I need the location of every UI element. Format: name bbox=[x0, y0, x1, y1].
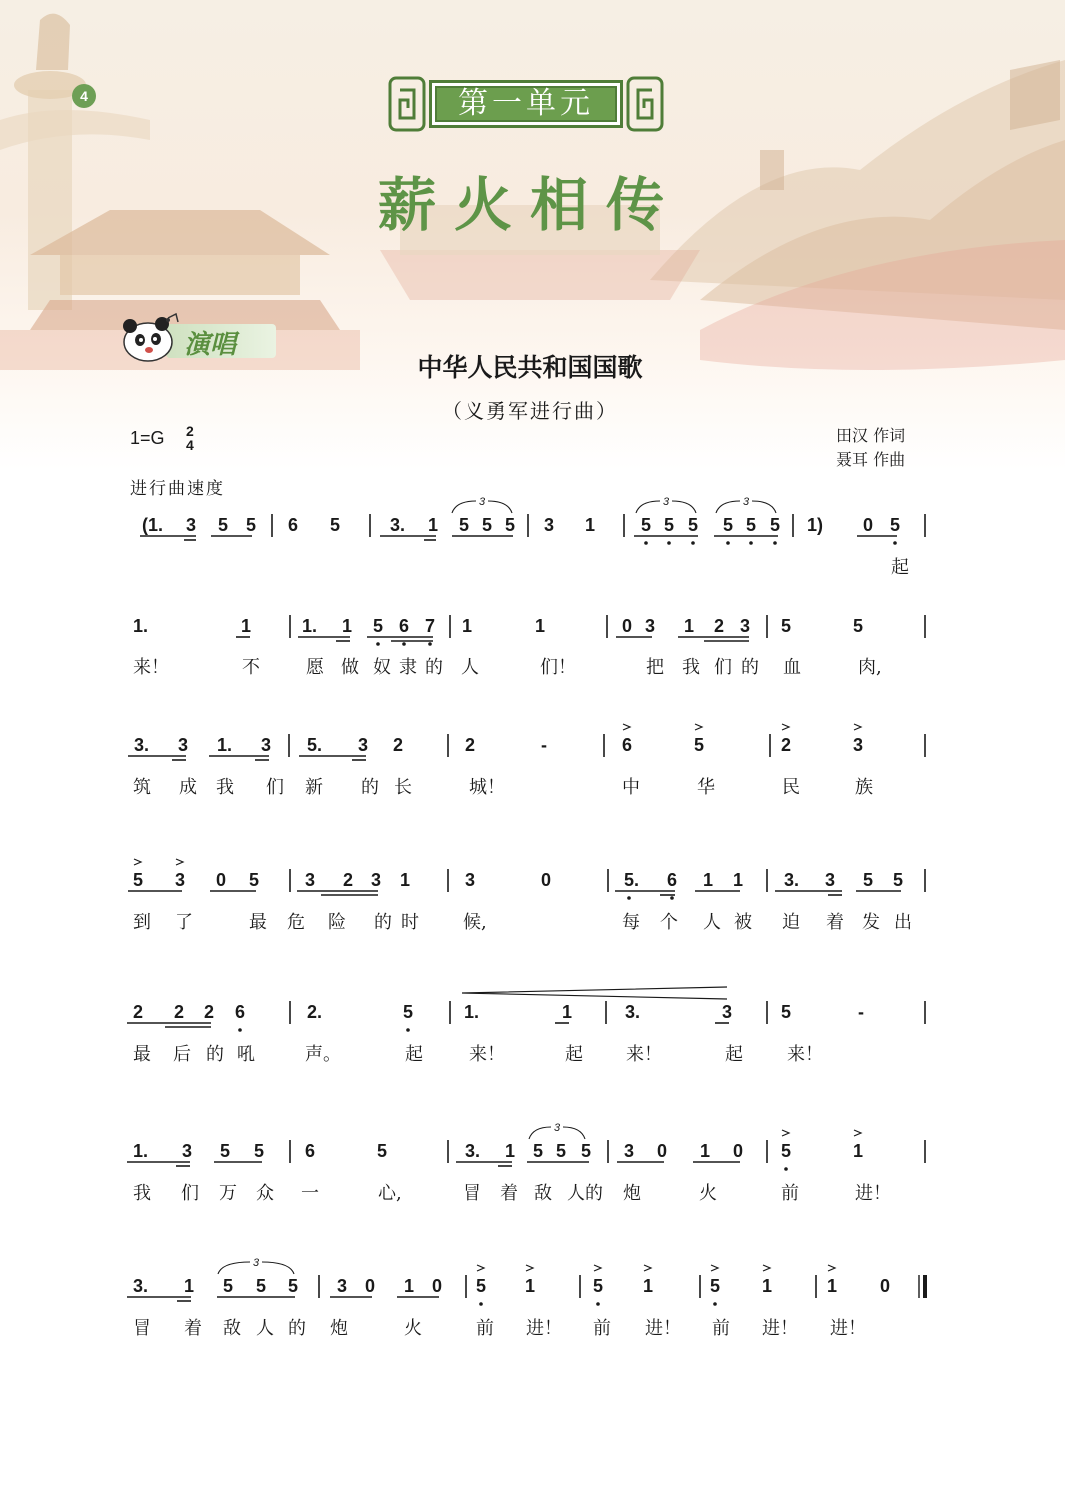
note: 2 bbox=[781, 735, 792, 755]
lyric-syllable: 我 bbox=[133, 1183, 151, 1204]
note: 3 bbox=[186, 515, 197, 535]
low-octave-dot bbox=[644, 541, 648, 545]
lyric-syllable: 迫 bbox=[782, 912, 800, 933]
low-octave-dot bbox=[596, 1302, 600, 1306]
note: 3 bbox=[178, 735, 189, 755]
note: 5 bbox=[723, 515, 734, 535]
note: 3. bbox=[133, 1276, 149, 1296]
note: 5 bbox=[482, 515, 493, 535]
accent-mark bbox=[176, 859, 183, 865]
note: 1 bbox=[342, 616, 353, 636]
lyric-syllable: 危 bbox=[287, 912, 305, 933]
note: 5 bbox=[781, 1002, 792, 1022]
lyric-syllable: 前 bbox=[781, 1183, 799, 1204]
lyric-syllable: 出 bbox=[894, 912, 912, 933]
note: 2 bbox=[465, 735, 476, 755]
lyric-syllable: 人 bbox=[703, 912, 721, 933]
lyric-syllable: 们 bbox=[714, 657, 732, 678]
note: 5 bbox=[781, 616, 792, 636]
note: 3. bbox=[390, 515, 406, 535]
note: 3. bbox=[625, 1002, 641, 1022]
note: 3 bbox=[337, 1276, 348, 1296]
lyric-syllable: 奴 bbox=[373, 657, 391, 678]
lyric-syllable: 冒 bbox=[133, 1318, 151, 1339]
note: 1. bbox=[464, 1002, 480, 1022]
note: 1) bbox=[807, 515, 824, 535]
unit-label: 第一单元 bbox=[458, 86, 594, 121]
note: 1 bbox=[462, 616, 473, 636]
lyric-syllable: 肉, bbox=[858, 657, 882, 678]
note: 1 bbox=[684, 616, 695, 636]
lyric-syllable: 险 bbox=[328, 912, 346, 933]
low-octave-dot bbox=[406, 1028, 410, 1032]
lyric-syllable: 来！ bbox=[626, 1044, 662, 1065]
lyric-syllable: 时 bbox=[401, 912, 419, 933]
lyric-syllable: 着 bbox=[500, 1183, 518, 1204]
lyric-syllable: 前 bbox=[593, 1318, 611, 1339]
lyric-syllable: 们！ bbox=[540, 657, 576, 678]
lyric-syllable: 一 bbox=[301, 1183, 319, 1204]
note: 5 bbox=[218, 515, 229, 535]
note: 5 bbox=[533, 1141, 544, 1161]
note: 5 bbox=[556, 1141, 567, 1161]
lyric-syllable: 血 bbox=[783, 657, 801, 678]
lyric-syllable: 把 bbox=[646, 657, 664, 678]
low-octave-dot bbox=[749, 541, 753, 545]
note: 5 bbox=[593, 1276, 604, 1296]
low-octave-dot bbox=[670, 896, 674, 900]
note: 3 bbox=[465, 870, 476, 890]
note: 5 bbox=[770, 515, 781, 535]
accent-mark bbox=[644, 1265, 651, 1271]
lyric-syllable: 心, bbox=[378, 1183, 402, 1204]
note: 1 bbox=[400, 870, 411, 890]
lyric-syllable: 的 bbox=[288, 1318, 306, 1339]
note: 1 bbox=[562, 1002, 573, 1022]
note: 1. bbox=[133, 1141, 149, 1161]
note: (1. bbox=[142, 515, 164, 535]
note: 3. bbox=[134, 735, 150, 755]
note: 0 bbox=[541, 870, 552, 890]
note: 0 bbox=[880, 1276, 891, 1296]
tempo-marking: 进行曲速度 bbox=[130, 479, 225, 499]
lyric-syllable: 隶 bbox=[399, 657, 417, 678]
note: 1 bbox=[535, 616, 546, 636]
note: 3 bbox=[182, 1141, 193, 1161]
note: 1 bbox=[853, 1141, 864, 1161]
lyric-syllable: 了 bbox=[175, 912, 193, 933]
lyricist-credit: 田汉 作词 bbox=[836, 426, 906, 445]
time-signature-bottom: 4 bbox=[186, 437, 194, 453]
note: 2 bbox=[133, 1002, 144, 1022]
lyric-syllable: 进！ bbox=[855, 1183, 891, 1204]
triplet-number: 3 bbox=[479, 496, 486, 508]
lyric-syllable: 后 bbox=[173, 1044, 191, 1065]
note: 5 bbox=[688, 515, 699, 535]
low-octave-dot bbox=[428, 642, 432, 646]
lyric-syllable: 每 bbox=[622, 912, 640, 933]
lyric-syllable: 的 bbox=[206, 1044, 224, 1065]
note: 5 bbox=[890, 515, 901, 535]
lyric-syllable: 我 bbox=[216, 777, 234, 798]
note: 2 bbox=[393, 735, 404, 755]
lyric-syllable: 人 bbox=[461, 657, 479, 678]
accent-mark bbox=[695, 724, 702, 730]
note: 5 bbox=[710, 1276, 721, 1296]
note: 1 bbox=[404, 1276, 415, 1296]
lyric-syllable: 中 bbox=[622, 777, 640, 798]
note: 5 bbox=[664, 515, 675, 535]
accent-mark bbox=[711, 1265, 718, 1271]
note: 3 bbox=[624, 1141, 635, 1161]
note: 5 bbox=[746, 515, 757, 535]
lyric-syllable: 到 bbox=[133, 912, 151, 933]
lyric-syllable: 起 bbox=[565, 1044, 583, 1065]
lyric-syllable: 火 bbox=[699, 1183, 717, 1204]
accent-mark bbox=[594, 1265, 601, 1271]
note: 2 bbox=[204, 1002, 215, 1022]
note: 0 bbox=[657, 1141, 668, 1161]
accent-mark bbox=[763, 1265, 770, 1271]
lyric-syllable: 的 bbox=[741, 657, 759, 678]
composer-credit: 聂耳 作曲 bbox=[836, 450, 906, 469]
accent-mark bbox=[828, 1265, 835, 1271]
lyric-syllable: 进！ bbox=[762, 1318, 798, 1339]
note: 3 bbox=[544, 515, 555, 535]
note: 1 bbox=[505, 1141, 516, 1161]
song-title: 中华人民共和国国歌 bbox=[417, 353, 643, 382]
lyric-syllable: 华 bbox=[697, 777, 715, 798]
accent-mark bbox=[623, 724, 630, 730]
note: 3 bbox=[825, 870, 836, 890]
lyric-syllable: 的 bbox=[425, 657, 443, 678]
note: 5 bbox=[476, 1276, 487, 1296]
low-octave-dot bbox=[773, 541, 777, 545]
note: - bbox=[858, 1002, 864, 1022]
lyric-syllable: 起 bbox=[891, 557, 909, 578]
note: 3 bbox=[853, 735, 864, 755]
lyric-syllable: 来！ bbox=[133, 657, 169, 678]
accent-mark bbox=[854, 724, 861, 730]
low-octave-dot bbox=[784, 1167, 788, 1171]
note: 5. bbox=[624, 870, 640, 890]
lyric-syllable: 最 bbox=[133, 1044, 151, 1065]
note: 5 bbox=[256, 1276, 267, 1296]
lyric-syllable: 敌 bbox=[223, 1318, 241, 1339]
low-octave-dot bbox=[479, 1302, 483, 1306]
note: 5. bbox=[307, 735, 323, 755]
note: 1 bbox=[585, 515, 596, 535]
lyric-syllable: 发 bbox=[862, 912, 880, 933]
page-number: 4 bbox=[72, 84, 96, 108]
note: 0 bbox=[622, 616, 633, 636]
lyric-syllable: 族 bbox=[855, 777, 873, 798]
lyric-syllable: 炮 bbox=[623, 1183, 641, 1204]
accent-mark bbox=[854, 1130, 861, 1136]
note: 3 bbox=[371, 870, 382, 890]
lyric-syllable: 候, bbox=[463, 912, 487, 933]
low-octave-dot bbox=[376, 642, 380, 646]
lyric-syllable: 炮 bbox=[330, 1318, 348, 1339]
lyric-syllable: 来！ bbox=[787, 1044, 823, 1065]
lyric-syllable: 被 bbox=[734, 912, 752, 933]
low-octave-dot bbox=[238, 1028, 242, 1032]
low-octave-dot bbox=[667, 541, 671, 545]
section-tag-label: 演唱 bbox=[184, 330, 237, 360]
lyric-syllable: 长 bbox=[394, 777, 412, 798]
note: 3. bbox=[784, 870, 800, 890]
note: - bbox=[541, 735, 547, 755]
accent-mark bbox=[782, 724, 789, 730]
note: 1 bbox=[733, 870, 744, 890]
note: 1 bbox=[762, 1276, 773, 1296]
note: 1 bbox=[827, 1276, 838, 1296]
note: 1 bbox=[643, 1276, 654, 1296]
note: 3 bbox=[358, 735, 369, 755]
note: 6 bbox=[305, 1141, 316, 1161]
lyric-syllable: 愿 bbox=[306, 657, 324, 678]
note: 5 bbox=[459, 515, 470, 535]
accent-mark bbox=[134, 859, 141, 865]
lyric-syllable: 人 bbox=[256, 1318, 274, 1339]
note: 3 bbox=[740, 616, 751, 636]
note: 1 bbox=[525, 1276, 536, 1296]
time-signature-top: 2 bbox=[186, 423, 194, 439]
note: 2. bbox=[307, 1002, 323, 1022]
note: 0 bbox=[863, 515, 874, 535]
note: 5 bbox=[505, 515, 516, 535]
note: 5 bbox=[581, 1141, 592, 1161]
key-signature: 1=G bbox=[130, 428, 165, 448]
lyric-syllable: 我 bbox=[682, 657, 700, 678]
note: 5 bbox=[641, 515, 652, 535]
lyric-syllable: 进！ bbox=[645, 1318, 681, 1339]
note: 5 bbox=[223, 1276, 234, 1296]
note: 3 bbox=[722, 1002, 733, 1022]
note: 7 bbox=[425, 616, 436, 636]
note: 6 bbox=[235, 1002, 246, 1022]
note: 1 bbox=[703, 870, 714, 890]
lyric-syllable: 起 bbox=[405, 1044, 423, 1065]
note: 5 bbox=[694, 735, 705, 755]
lyric-syllable: 声。 bbox=[305, 1044, 341, 1065]
note: 6 bbox=[288, 515, 299, 535]
note: 1 bbox=[700, 1141, 711, 1161]
lyric-syllable: 们 bbox=[266, 777, 284, 798]
note: 5 bbox=[249, 870, 260, 890]
triplet-number: 3 bbox=[743, 496, 750, 508]
lyric-syllable: 个 bbox=[660, 912, 678, 933]
lyric-syllable: 进！ bbox=[830, 1318, 866, 1339]
lyric-syllable: 的 bbox=[585, 1183, 603, 1204]
accent-mark bbox=[526, 1265, 533, 1271]
lyric-syllable: 筑 bbox=[133, 777, 151, 798]
triplet-number: 3 bbox=[663, 496, 670, 508]
note: 1 bbox=[241, 616, 252, 636]
low-octave-dot bbox=[627, 896, 631, 900]
crescendo-hairpin bbox=[462, 987, 727, 999]
lyric-syllable: 新 bbox=[305, 777, 323, 798]
accent-mark bbox=[477, 1265, 484, 1271]
note: 5 bbox=[220, 1141, 231, 1161]
lyric-syllable: 着 bbox=[826, 912, 844, 933]
note: 5 bbox=[893, 870, 904, 890]
note: 6 bbox=[667, 870, 678, 890]
note: 5 bbox=[781, 1141, 792, 1161]
note: 2 bbox=[174, 1002, 185, 1022]
triplet-number: 3 bbox=[554, 1122, 561, 1134]
lyric-syllable: 起 bbox=[725, 1044, 743, 1065]
low-octave-dot bbox=[713, 1302, 717, 1306]
note: 1. bbox=[133, 616, 149, 636]
note: 0 bbox=[432, 1276, 443, 1296]
lyric-syllable: 前 bbox=[476, 1318, 494, 1339]
lyric-syllable: 人 bbox=[567, 1183, 585, 1204]
lyric-syllable: 敌 bbox=[534, 1183, 552, 1204]
lyric-syllable: 进！ bbox=[526, 1318, 562, 1339]
lyric-syllable: 城！ bbox=[469, 777, 505, 798]
lyric-syllable: 着 bbox=[184, 1318, 202, 1339]
note: 6 bbox=[622, 735, 633, 755]
low-octave-dot bbox=[726, 541, 730, 545]
note: 1 bbox=[184, 1276, 195, 1296]
lyric-syllable: 做 bbox=[341, 657, 359, 678]
note: 5 bbox=[377, 1141, 388, 1161]
note: 5 bbox=[853, 616, 864, 636]
song-subtitle: （义勇军进行曲） bbox=[442, 399, 618, 423]
note: 3 bbox=[305, 870, 316, 890]
note: 0 bbox=[365, 1276, 376, 1296]
lyric-syllable: 万 bbox=[219, 1183, 237, 1204]
note: 2 bbox=[714, 616, 725, 636]
note: 0 bbox=[216, 870, 227, 890]
lyric-syllable: 的 bbox=[374, 912, 392, 933]
note: 3 bbox=[261, 735, 272, 755]
note: 2 bbox=[343, 870, 354, 890]
lyric-syllable: 冒 bbox=[463, 1183, 481, 1204]
lyric-syllable: 的 bbox=[361, 777, 379, 798]
lyric-syllable: 来！ bbox=[469, 1044, 505, 1065]
lyric-syllable: 火 bbox=[404, 1318, 422, 1339]
note: 3 bbox=[645, 616, 656, 636]
note: 3. bbox=[465, 1141, 481, 1161]
lyric-syllable: 成 bbox=[179, 777, 197, 798]
lyric-syllable: 众 bbox=[256, 1183, 274, 1204]
note: 1. bbox=[217, 735, 233, 755]
note: 5 bbox=[330, 515, 341, 535]
low-octave-dot bbox=[691, 541, 695, 545]
note: 5 bbox=[133, 870, 144, 890]
lyric-syllable: 最 bbox=[249, 912, 267, 933]
note: 5 bbox=[373, 616, 384, 636]
triplet-number: 3 bbox=[253, 1257, 260, 1269]
lyric-syllable: 前 bbox=[712, 1318, 730, 1339]
note: 0 bbox=[733, 1141, 744, 1161]
lyric-syllable: 民 bbox=[782, 777, 800, 798]
note: 1. bbox=[302, 616, 318, 636]
accent-mark bbox=[782, 1130, 789, 1136]
note: 1 bbox=[428, 515, 439, 535]
low-octave-dot bbox=[893, 541, 897, 545]
unit-title: 薪火相传 bbox=[377, 171, 682, 239]
low-octave-dot bbox=[402, 642, 406, 646]
note: 3 bbox=[175, 870, 186, 890]
lyric-syllable: 吼 bbox=[237, 1044, 255, 1065]
note: 5 bbox=[403, 1002, 414, 1022]
lyric-syllable: 们 bbox=[181, 1183, 199, 1204]
lyric-syllable: 不 bbox=[242, 657, 260, 678]
note: 5 bbox=[863, 870, 874, 890]
note: 5 bbox=[288, 1276, 299, 1296]
note: 6 bbox=[399, 616, 410, 636]
note: 5 bbox=[246, 515, 257, 535]
note: 5 bbox=[254, 1141, 265, 1161]
